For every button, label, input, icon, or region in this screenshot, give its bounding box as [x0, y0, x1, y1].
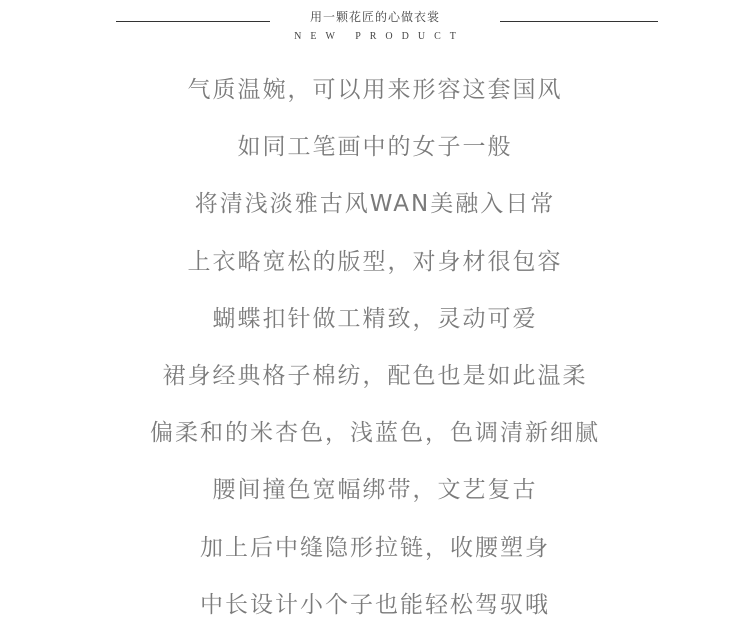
header-subtitle: NEW PRODUCT	[294, 31, 465, 42]
description-line: 偏柔和的米杏色，浅蓝色，色调清新细腻	[150, 420, 600, 447]
header-divider-right	[500, 21, 658, 22]
description-line: 蝴蝶扣针做工精致，灵动可爱	[212, 305, 538, 332]
description-line: 将清浅淡雅古风WAN美融入日常	[194, 191, 556, 218]
description-line: 中长设计小个子也能轻松驾驭哦	[200, 591, 550, 618]
description-line: 加上后中缝隐形拉链，收腰塑身	[200, 534, 550, 561]
product-description	[0, 68, 750, 640]
description-line: 气质温婉，可以用来形容这套国风	[187, 77, 563, 103]
header-title: 用一颗花匠的心做衣裳	[309, 10, 440, 24]
description-line: 腰间撞色宽幅绑带，文艺复古	[212, 477, 538, 504]
description-line: 裙身经典格子棉纺，配色也是如此温柔	[162, 362, 588, 389]
description-line: 上衣略宽松的版型，对身材很包容	[187, 248, 563, 275]
section-header	[0, 0, 750, 50]
description-line: 如同工笔画中的女子一般	[237, 134, 513, 161]
